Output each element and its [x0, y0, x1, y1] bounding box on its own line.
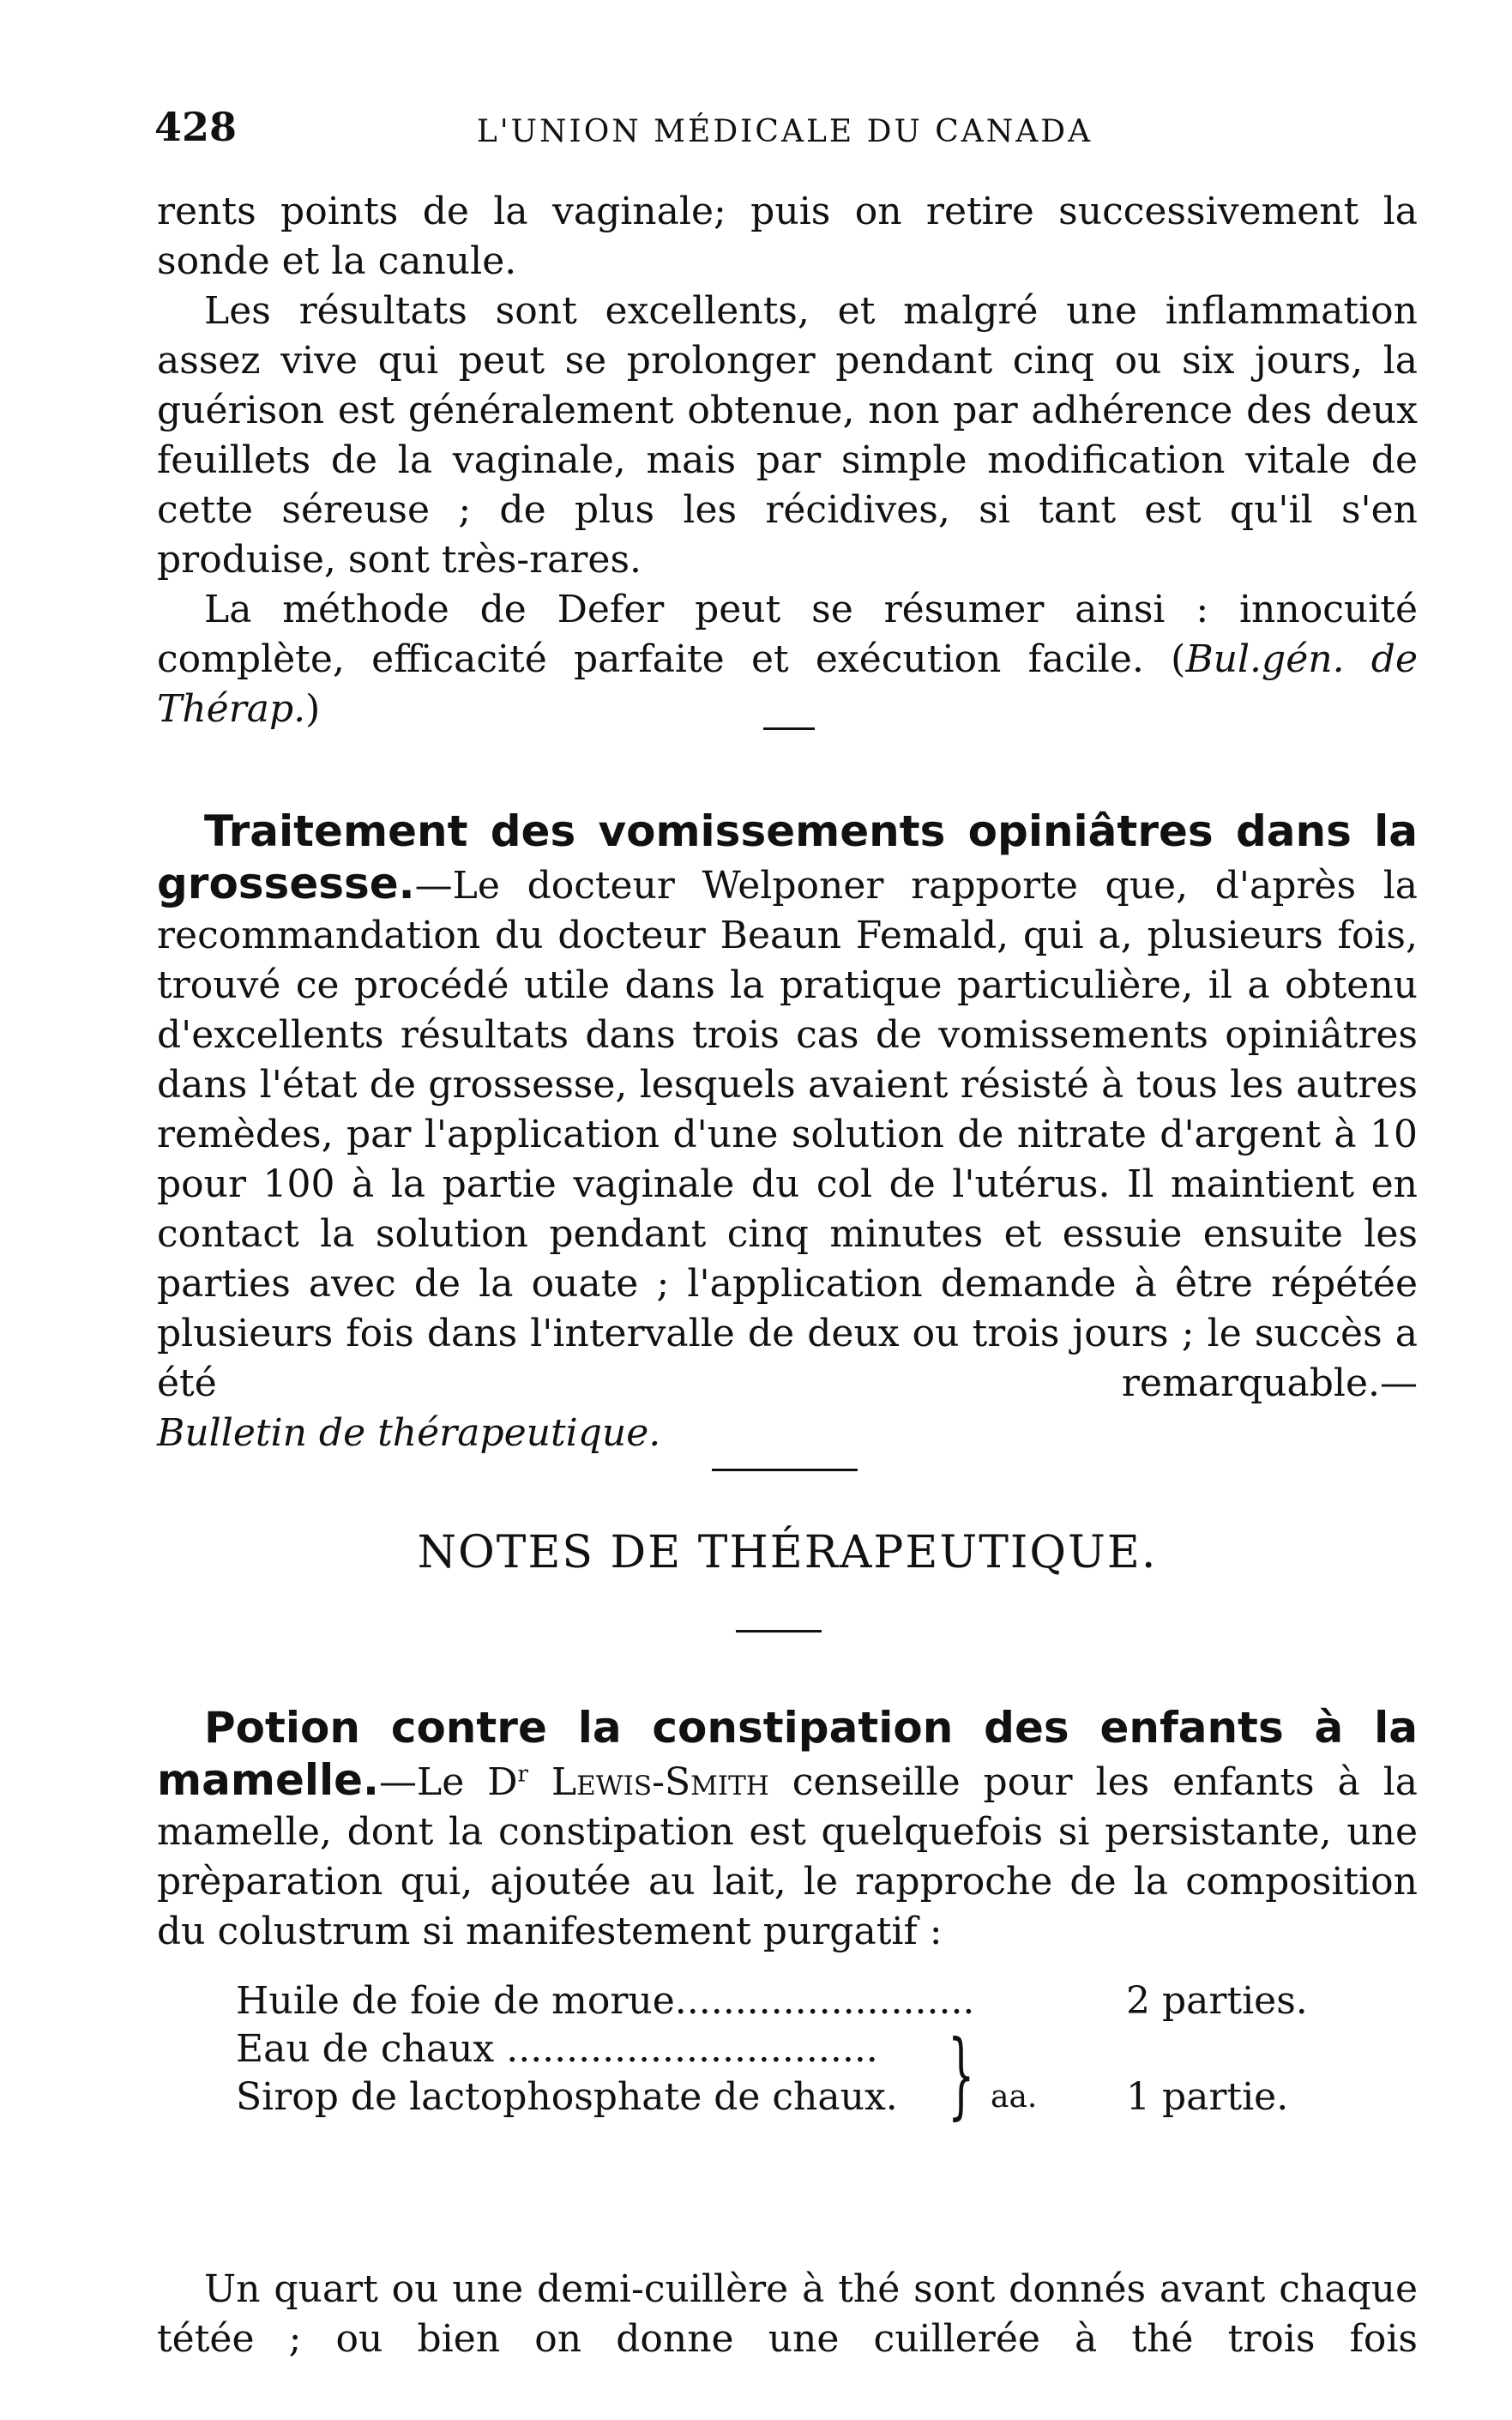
- article-vomissements: [157, 806, 1418, 1458]
- formula-row: [236, 1977, 1351, 2025]
- article-body-post: censeille pour les enfants à la mamelle, dont la constipation est quelquefois si persistante, une prèparation qui, ajoutée au lait, le rapproche de la composition du colustrum si manifestement purgatif :: [157, 1760, 1418, 1953]
- separator-rule: [763, 727, 815, 730]
- journal-title: L'UNION MÉDICALE DU CANADA: [476, 114, 1093, 149]
- page-number: 428: [154, 104, 238, 150]
- formula-table: [236, 1977, 1351, 2129]
- paragraph: rents points de la vaginale; puis on retire successivement la sonde et la canule.: [157, 190, 1418, 283]
- separator-rule: [712, 1469, 858, 1471]
- article-constipation-closing: [157, 2265, 1418, 2364]
- article-body-pre: —Le D: [379, 1760, 518, 1804]
- ingredient: Huile de foie de morue.........................: [236, 1979, 975, 2023]
- citation: Bul.gén. de Thérap.: [157, 637, 1419, 731]
- source: Bulletin de thérapeutique.: [157, 1411, 661, 1455]
- paragraph: [157, 585, 1418, 734]
- formula-row: [236, 2025, 1351, 2073]
- article-constipation: [157, 1703, 1418, 1957]
- author-name: Lewis-Smith: [551, 1760, 769, 1804]
- article-title: Traitement des vomissements opiniâtres dans la grossesse.: [157, 806, 1418, 908]
- separator-rule: [736, 1630, 822, 1632]
- citation-close: ): [305, 687, 321, 731]
- paragraph-text: La méthode de Defer peut se résumer ainsi : innocuité complète, efficacité parfaite et exécution facile. (: [157, 588, 1418, 681]
- superscript: r: [517, 1761, 528, 1788]
- paragraph: Les résultats sont excellents, et malgré une inflammation assez vive qui peut se prolonger pendant cinq ou six jours, la guérison est généralement obtenue, non par adhérence des deux feuillets de la vaginale, mais par simple modification vitale de cette séreuse ; de plus les récidives, si tant est qu'il s'en produise, sont très-rares.: [157, 289, 1418, 582]
- paragraph: [157, 1703, 1418, 1957]
- article-title: Potion contre la constipation des enfants à la mamelle.: [157, 1703, 1418, 1805]
- ana-abbreviation: aa.: [991, 2079, 1038, 2115]
- paragraph: [157, 806, 1418, 1409]
- paragraph: Un quart ou une demi-cuillère à thé sont donnés avant chaque tétée ; ou bien on donne une cuillerée à thé trois fois: [157, 2267, 1418, 2361]
- running-head: [154, 101, 1415, 161]
- section-heading: NOTES DE THÉRAPEUTIQUE.: [417, 1527, 1158, 1578]
- article-vaginale-continuation: [157, 187, 1418, 734]
- ingredient: Eau de chaux ...............................: [236, 2027, 878, 2071]
- source-line: [157, 1409, 1418, 1458]
- quantity: 1 partie.: [1126, 2075, 1289, 2119]
- quantity: 2 parties.: [1126, 1979, 1308, 2023]
- ingredient: Sirop de lactophosphate de chaux.: [236, 2075, 898, 2119]
- article-body: —Le docteur Welponer rapporte que, d'après la recommandation du docteur Beaun Femald, qui a, plusieurs fois, trouvé ce procédé utile dans la pratique particulière, il a obtenu d'excellents résultats dans trois cas de vomissements opiniâtres dans l'état de grossesse, lesquels avaient résisté à tous les autres remèdes, par l'application d'une solution de nitrate d'argent à 10 pour 100 à la partie vaginale du col de l'utérus. Il maintient en contact la solution pendant cinq minutes et essuie ensuite les parties avec de la ouate ; l'application demande à être répétée plusieurs fois dans l'intervalle de deux ou trois jours ; le succès a été remarquable.—: [157, 864, 1418, 1405]
- brace-glyph: }: [948, 2019, 975, 2129]
